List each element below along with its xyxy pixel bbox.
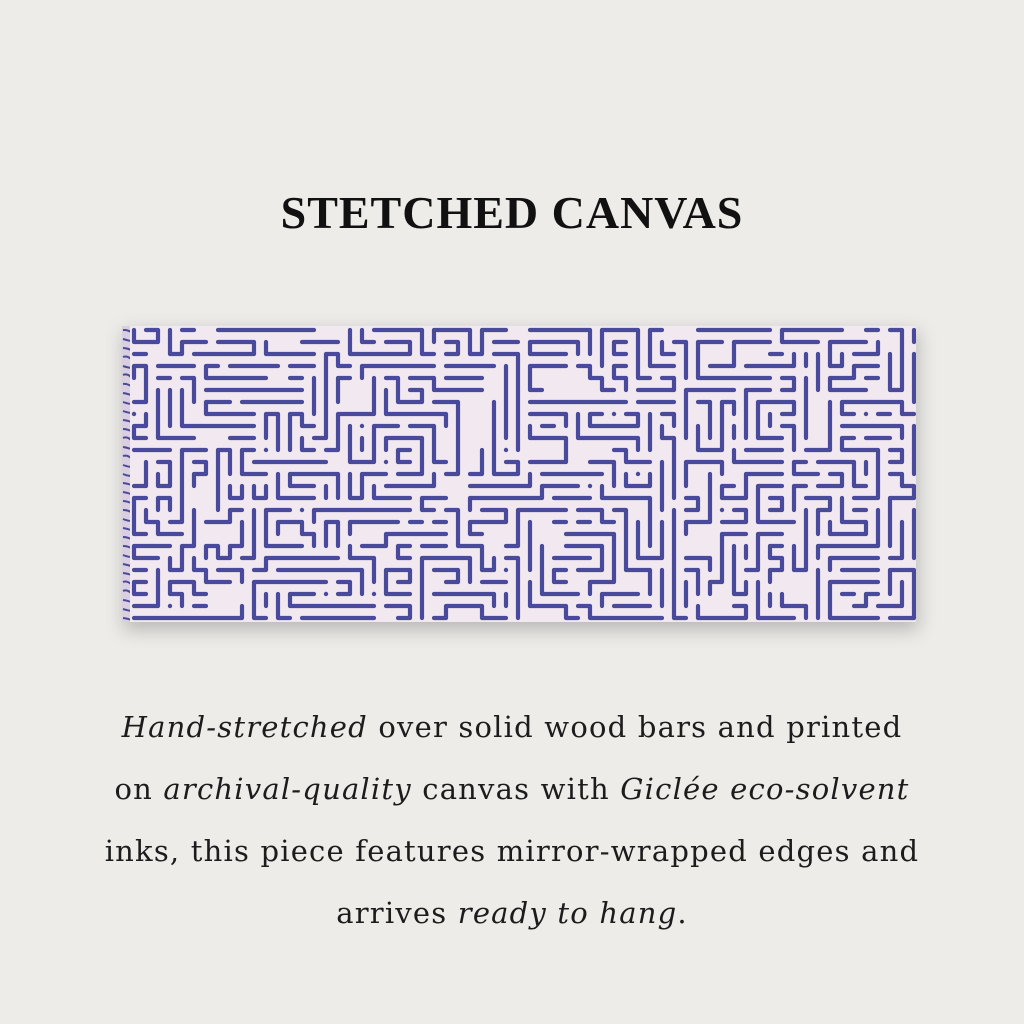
- maze-dot: [372, 592, 376, 596]
- emphasis-archival-quality: archival-quality: [163, 772, 412, 806]
- description-text: .: [677, 896, 688, 930]
- maze-dot: [612, 412, 616, 416]
- emphasis-hand-stretched: Hand-stretched: [121, 710, 368, 744]
- description-text: on: [114, 772, 164, 806]
- description-text: over solid wood bars and printed: [367, 710, 903, 744]
- maze-dot: [300, 508, 304, 512]
- maze-dot: [864, 412, 868, 416]
- maze-dot: [360, 424, 364, 428]
- product-description: [0, 696, 1024, 944]
- description-line-2: [0, 758, 1024, 820]
- maze-dot: [132, 412, 136, 416]
- maze-dot: [504, 568, 508, 572]
- emphasis-ready-to-hang: ready to hang: [457, 896, 678, 930]
- emphasis-giclee: Giclée eco-solvent: [620, 772, 910, 806]
- page-title: STETCHED CANVAS: [280, 187, 744, 238]
- description-line-4: [0, 882, 1024, 944]
- maze-dot: [264, 448, 268, 452]
- canvas-product-image: [116, 318, 916, 630]
- maze-pattern: [130, 326, 916, 622]
- maze-dot: [588, 484, 592, 488]
- maze-dot: [384, 460, 388, 464]
- description-line-3: [0, 820, 1024, 882]
- canvas-front: [130, 326, 916, 622]
- maze-dot: [324, 592, 328, 596]
- maze-dot: [168, 604, 172, 608]
- maze-dot: [720, 508, 724, 512]
- description-line-1: [0, 696, 1024, 758]
- description-text: arrives: [336, 896, 458, 930]
- description-text: inks, this piece features mirror-wrapped edges and: [104, 834, 920, 868]
- maze-dot: [636, 472, 640, 476]
- description-text: canvas with: [411, 772, 621, 806]
- maze-dot: [504, 448, 508, 452]
